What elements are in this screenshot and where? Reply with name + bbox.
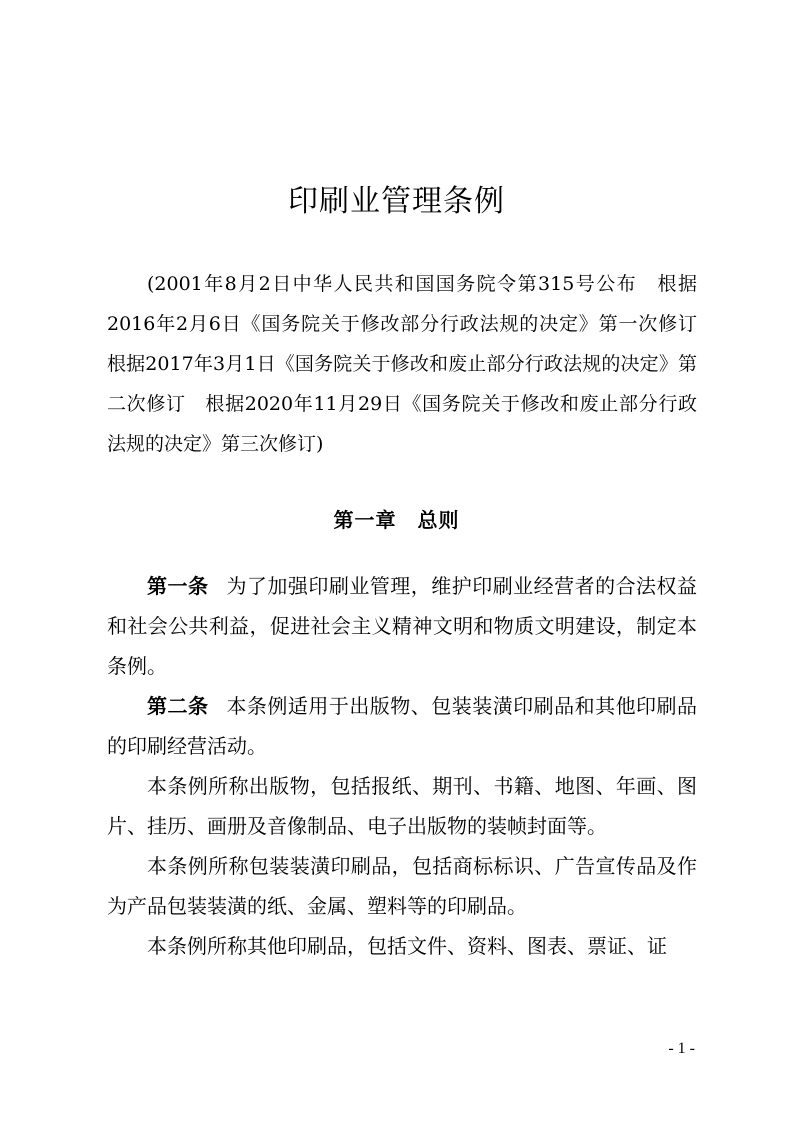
page-number: - 1 - [668,1040,695,1057]
article-1-label: 第一条 [147,574,209,598]
revision-history-note: (2001年8月2日中华人民共和国国务院令第315号公布 根据2016年2月6日《国务院关于修改部分行政法规的决定》第一次修订 根据2017年3月1日《国务院关于修改和废止部分行政法规的决定》第二次修订 根据2020年11月29日《国务院关于修改和废止部分行政法规的决定》第三次修订) [107,273,717,455]
article-1-text: 为了加强印刷业管理，维护印刷业经营者的合法权益和社会公共利益，促进社会主义精神文明和物质文明建设，制定本条例。 [107,574,698,678]
chapter-heading: 第一章 总则 [333,508,460,532]
packaging-definition-paragraph: 本条例所称包装装潢印刷品，包括商标标识、广告宣传品及作为产品包装装潢的纸、金属、塑料等的印刷品。 [107,854,697,918]
other-prints-definition-paragraph: 本条例所称其他印刷品，包括文件、资料、图表、票证、证 [147,934,667,958]
article-2-label: 第二条 [147,694,209,718]
article-2-paragraph [107,686,697,766]
article-1-paragraph [107,566,697,686]
article-2-text: 本条例适用于出版物、包装装潢印刷品和其他印刷品的印刷经营活动。 [107,694,698,758]
publications-definition-paragraph: 本条例所称出版物，包括报纸、期刊、书籍、地图、年画、图片、挂历、画册及音像制品、电子出版物的装帧封面等。 [107,774,697,838]
document-title: 印刷业管理条例 [288,184,505,219]
document-body [107,566,697,966]
